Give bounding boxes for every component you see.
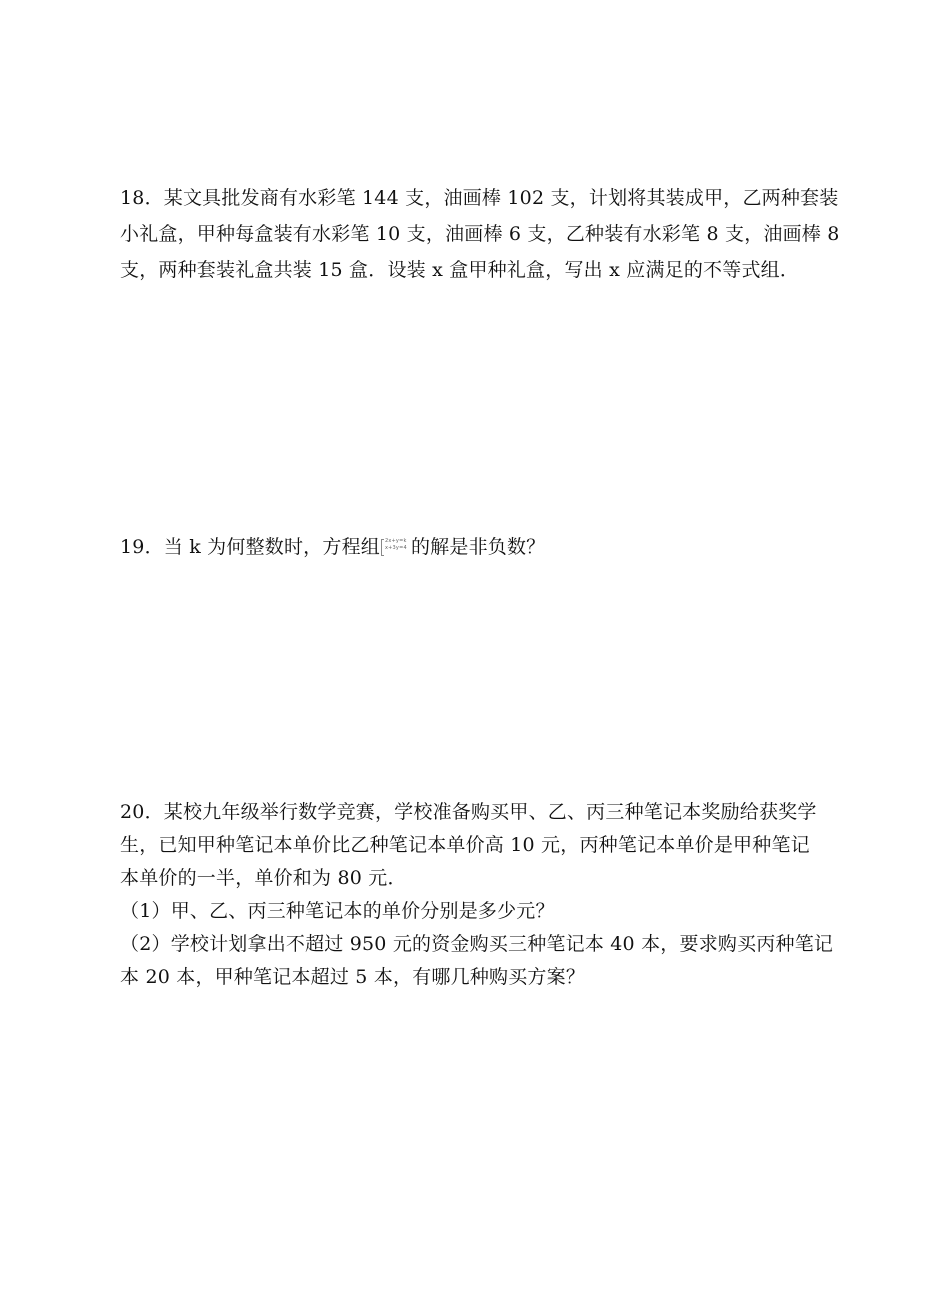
question-20-line-3: 本单价的一半，单价和为 80 元． <box>120 867 407 889</box>
question-19-text-before: 19．当 k 为何整数时，方程组 <box>120 536 380 558</box>
question-18-line-2: 小礼盒，甲种每盒装有水彩笔 10 支，油画棒 6 支，乙种装有水彩笔 8 支，油画棒 8 <box>120 223 840 245</box>
question-20-part-2-line-2: 本 20 本，甲种笔记本超过 5 本，有哪几种购买方案？ <box>120 966 586 988</box>
question-19 <box>120 530 832 564</box>
question-19-line <box>120 530 832 564</box>
equation-system-image <box>381 538 410 558</box>
brace-icon <box>381 539 384 556</box>
question-20-line-2: 生，已知甲种笔记本单价比乙种笔记本单价高 10 元，丙种笔记本单价是甲种笔记 <box>120 834 810 856</box>
question-18-line-3: 支，两种套装礼盒共装 15 盒．设装 x 盒甲种礼盒，写出 x 应满足的不等式组． <box>120 259 800 281</box>
question-20-part-1: （1）甲、乙、丙三种笔记本的单价分别是多少元？ <box>120 900 555 922</box>
question-18 <box>120 180 840 288</box>
question-20-line-1: 20．某校九年级举行数学竞赛，学校准备购买甲、乙、丙三种笔记本奖励给获奖学 <box>120 801 817 823</box>
question-19-text-after: 的解是非负数？ <box>410 536 546 558</box>
equation-row-2: x+3y=4 <box>384 545 407 551</box>
question-20 <box>120 796 832 994</box>
question-18-line-1: 18．某文具批发商有水彩笔 144 支，油画棒 102 支，计划将其装成甲，乙两种套装 <box>120 187 839 209</box>
equation-row-1: 2x+y=k <box>384 538 407 544</box>
question-20-part-2-line-1: （2）学校计划拿出不超过 950 元的资金购买三种笔记本 40 本，要求购买丙种笔记 <box>120 933 834 955</box>
